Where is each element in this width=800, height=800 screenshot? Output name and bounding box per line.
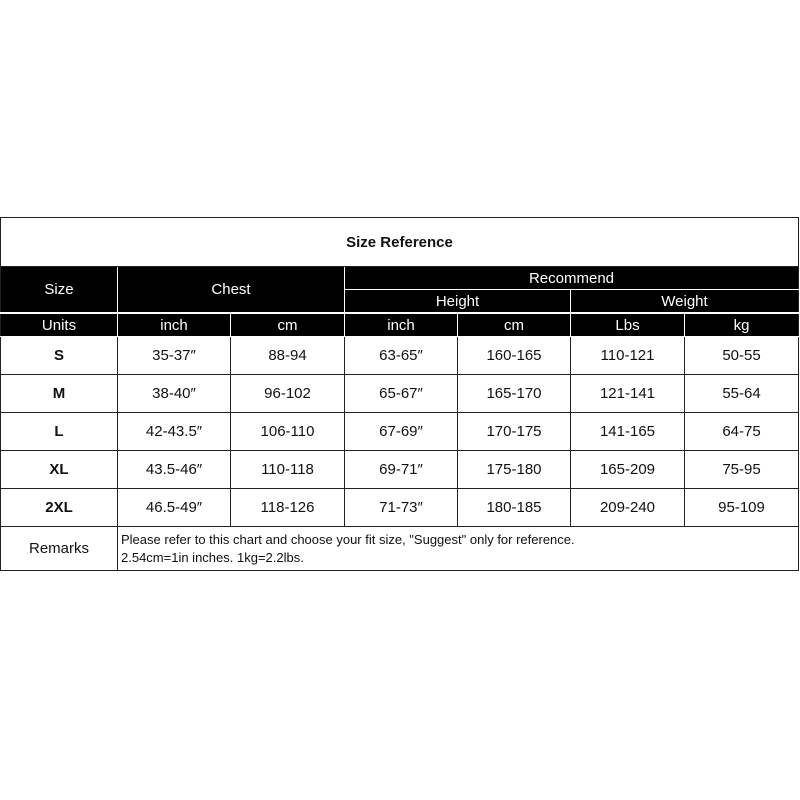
height-cm-cell: 175-180 — [458, 451, 571, 489]
remarks-label: Remarks — [1, 527, 118, 571]
remarks-row — [1, 527, 799, 571]
weight-lbs-cell: 141-165 — [571, 413, 685, 451]
remarks-line-2: 2.54cm=1in inches. 1kg=2.2lbs. — [121, 549, 304, 565]
height-inch-cell: 69-71″ — [345, 451, 458, 489]
unit-height-cm: cm — [458, 313, 571, 337]
chest-cm-cell: 88-94 — [231, 337, 345, 375]
height-inch-cell: 63-65″ — [345, 337, 458, 375]
chest-header: Chest — [118, 267, 345, 314]
recommend-header: Recommend — [345, 267, 799, 290]
chest-cm-cell: 106-110 — [231, 413, 345, 451]
unit-weight-kg: kg — [685, 313, 799, 337]
chest-inch-cell: 38-40″ — [118, 375, 231, 413]
weight-kg-cell: 95-109 — [685, 489, 799, 527]
height-inch-cell: 65-67″ — [345, 375, 458, 413]
units-label: Units — [1, 313, 118, 337]
chest-inch-cell: 43.5-46″ — [118, 451, 231, 489]
height-inch-cell: 71-73″ — [345, 489, 458, 527]
size-cell: XL — [1, 451, 118, 489]
height-cm-cell: 170-175 — [458, 413, 571, 451]
table-row — [1, 489, 799, 527]
table-row — [1, 375, 799, 413]
weight-kg-cell: 55-64 — [685, 375, 799, 413]
size-header: Size — [1, 267, 118, 314]
unit-weight-lbs: Lbs — [571, 313, 685, 337]
table-title: Size Reference — [1, 218, 799, 267]
unit-chest-cm: cm — [231, 313, 345, 337]
table-row — [1, 451, 799, 489]
height-inch-cell: 67-69″ — [345, 413, 458, 451]
weight-kg-cell: 50-55 — [685, 337, 799, 375]
height-cm-cell: 165-170 — [458, 375, 571, 413]
chest-cm-cell: 110-118 — [231, 451, 345, 489]
height-cm-cell: 160-165 — [458, 337, 571, 375]
chest-cm-cell: 118-126 — [231, 489, 345, 527]
size-reference-table — [0, 217, 799, 571]
height-header: Height — [345, 290, 571, 314]
chest-inch-cell: 35-37″ — [118, 337, 231, 375]
weight-lbs-cell: 209-240 — [571, 489, 685, 527]
remarks-line-1: Please refer to this chart and choose your fit size, "Suggest" only for reference. — [121, 531, 575, 547]
weight-lbs-cell: 121-141 — [571, 375, 685, 413]
remarks-text — [118, 527, 799, 571]
weight-header: Weight — [571, 290, 799, 314]
chest-cm-cell: 96-102 — [231, 375, 345, 413]
chest-inch-cell: 46.5-49″ — [118, 489, 231, 527]
size-cell: M — [1, 375, 118, 413]
chest-inch-cell: 42-43.5″ — [118, 413, 231, 451]
size-cell: 2XL — [1, 489, 118, 527]
weight-kg-cell: 75-95 — [685, 451, 799, 489]
unit-height-inch: inch — [345, 313, 458, 337]
table-row — [1, 337, 799, 375]
weight-kg-cell: 64-75 — [685, 413, 799, 451]
size-cell: L — [1, 413, 118, 451]
size-cell: S — [1, 337, 118, 375]
height-cm-cell: 180-185 — [458, 489, 571, 527]
table-row — [1, 413, 799, 451]
weight-lbs-cell: 165-209 — [571, 451, 685, 489]
weight-lbs-cell: 110-121 — [571, 337, 685, 375]
unit-chest-inch: inch — [118, 313, 231, 337]
